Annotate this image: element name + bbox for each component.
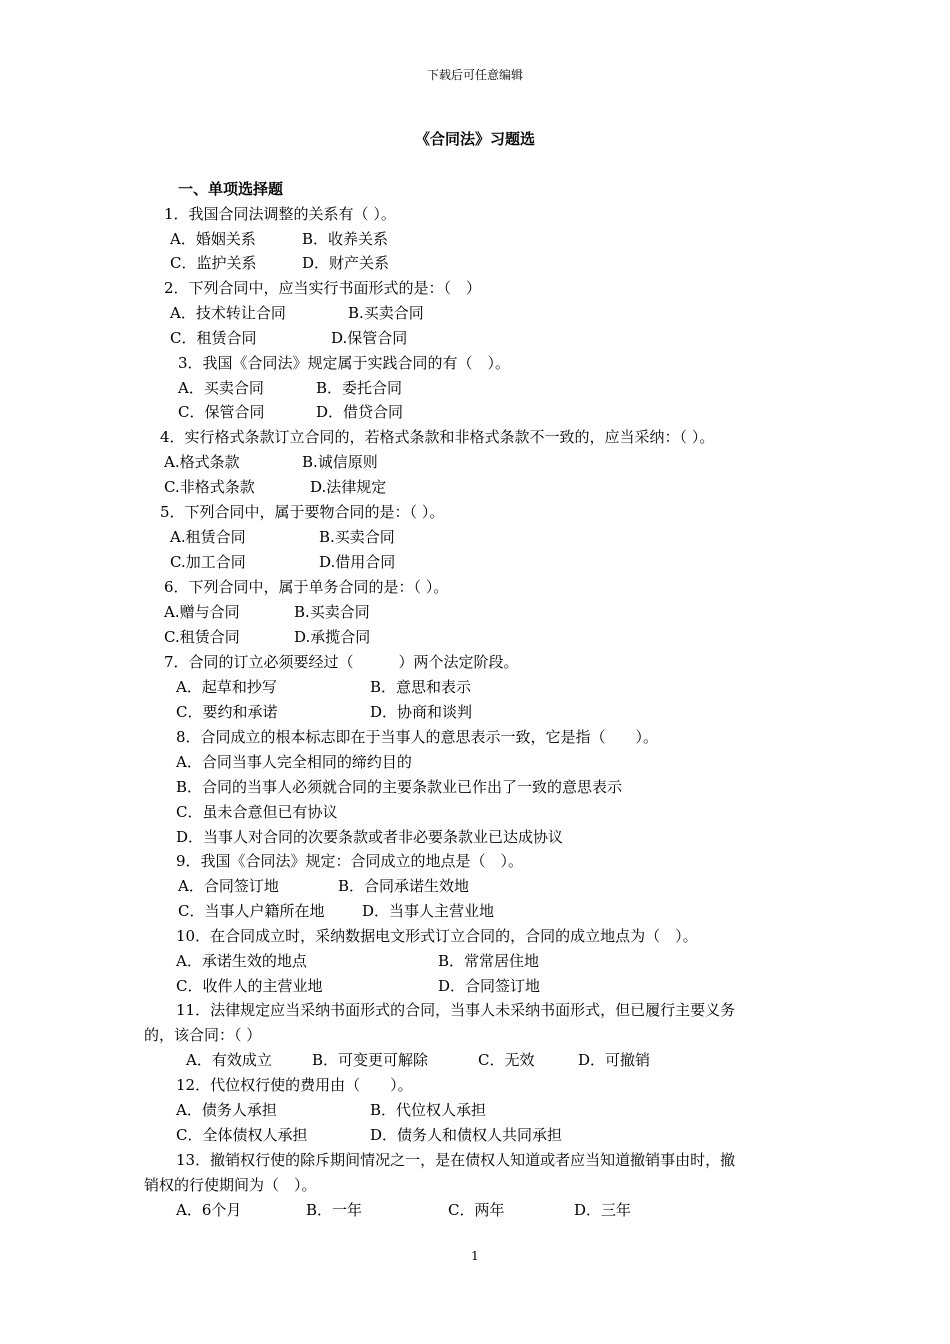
option-c: C．无效	[478, 1051, 535, 1069]
option-d: D．债务人和债权人共同承担	[370, 1126, 563, 1144]
question-stem: 8．合同成立的根本标志即在于当事人的意思表示一致，它是指（ ）。	[176, 728, 659, 746]
option-a: A．承诺生效的地点	[176, 952, 307, 970]
document-title: 《合同法》习题选	[414, 130, 535, 148]
option-a: A．有效成立	[186, 1051, 272, 1069]
option-c: C．租赁合同	[170, 329, 257, 347]
question-stem: 9．我国《合同法》规定：合同成立的地点是（ ）。	[176, 852, 524, 870]
option-c: C．要约和承诺	[176, 703, 278, 721]
option-c: C.非格式条款	[164, 478, 255, 496]
option-a: A．婚姻关系	[170, 230, 256, 248]
question-stem: 13．撤销权行使的除斥期间情况之一，是在债权人知道或者应当知道撤销事由时，撤	[176, 1151, 736, 1169]
option-c: C.租赁合同	[164, 628, 240, 646]
option-a: A．合同当事人完全相同的缔约目的	[176, 753, 412, 771]
option-d: D.借用合同	[319, 553, 396, 571]
question-stem-continued: 销权的行使期间为（ ）。	[144, 1176, 317, 1194]
question-stem: 2．下列合同中，应当实行书面形式的是：（ ）	[164, 279, 482, 297]
option-d: D．财产关系	[302, 254, 390, 272]
option-b: B.买卖合同	[294, 603, 370, 621]
option-c: C．保管合同	[178, 403, 265, 421]
question-stem: 12．代位权行使的费用由（ ）。	[176, 1076, 413, 1094]
option-a: A．6个月	[176, 1201, 242, 1219]
question-stem-continued: 的，该合同：（ ）	[144, 1026, 262, 1044]
option-d: D．当事人主营业地	[362, 902, 495, 920]
option-d: D．三年	[574, 1201, 632, 1219]
option-c: C.加工合同	[170, 553, 246, 571]
option-b: B．委托合同	[316, 379, 403, 397]
page-number: 1	[471, 1249, 479, 1263]
option-a: A．技术转让合同	[170, 304, 286, 322]
question-stem: 7．合同的订立必须要经过（ ）两个法定阶段。	[164, 653, 519, 671]
option-c: C．两年	[448, 1201, 505, 1219]
option-b: B．合同的当事人必须就合同的主要条款业已作出了一致的意思表示	[176, 778, 623, 796]
option-a: A．买卖合同	[178, 379, 264, 397]
option-b: B．代位权人承担	[370, 1101, 487, 1119]
option-c: C．当事人户籍所在地	[178, 902, 325, 920]
option-a: A．起草和抄写	[176, 678, 277, 696]
option-b: B．合同承诺生效地	[338, 877, 470, 895]
option-d: D．当事人对合同的次要条款或者非必要条款业已达成协议	[176, 828, 564, 846]
option-d: D．协商和谈判	[370, 703, 473, 721]
option-d: D.承揽合同	[294, 628, 371, 646]
option-d: D．合同签订地	[438, 977, 541, 995]
option-a: A.赠与合同	[164, 603, 240, 621]
question-stem: 5．下列合同中，属于要物合同的是：（ ）。	[160, 503, 445, 521]
option-c: C．监护关系	[170, 254, 257, 272]
option-b: B．常常居住地	[438, 952, 540, 970]
option-c: C．全体债权人承担	[176, 1126, 308, 1144]
option-c: C．收件人的主营业地	[176, 977, 323, 995]
option-a: A．合同签订地	[178, 877, 279, 895]
question-stem: 1．我国合同法调整的关系有（ ）。	[164, 205, 396, 223]
option-b: B．一年	[306, 1201, 363, 1219]
option-b: B.买卖合同	[348, 304, 424, 322]
question-stem: 4．实行格式条款订立合同的，若格式条款和非格式条款不一致的，应当采纳：（ ）。	[160, 428, 715, 446]
option-a: A.格式条款	[164, 453, 240, 471]
option-b: B．可变更可解除	[312, 1051, 429, 1069]
option-b: B．收养关系	[302, 230, 389, 248]
option-a: A.租赁合同	[170, 528, 246, 546]
option-d: D.法律规定	[310, 478, 387, 496]
section-heading: 一、单项选择题	[178, 180, 284, 198]
option-b: B.诚信原则	[302, 453, 378, 471]
option-d: D．可撤销	[578, 1051, 651, 1069]
option-d: D.保管合同	[331, 329, 408, 347]
question-stem: 11．法律规定应当采纳书面形式的合同，当事人未采纳书面形式，但已履行主要义务	[176, 1001, 736, 1019]
question-stem: 6．下列合同中，属于单务合同的是：（ ）。	[164, 578, 449, 596]
question-stem: 3．我国《合同法》规定属于实践合同的有（ ）。	[178, 354, 511, 372]
header-note: 下载后可任意编辑	[426, 68, 523, 82]
option-d: D．借贷合同	[316, 403, 404, 421]
option-b: B.买卖合同	[319, 528, 395, 546]
option-b: B．意思和表示	[370, 678, 472, 696]
option-c: C．虽未合意但已有协议	[176, 803, 338, 821]
option-a: A．债务人承担	[176, 1101, 277, 1119]
question-stem: 10．在合同成立时，采纳数据电文形式订立合同的，合同的成立地点为（ ）。	[176, 927, 698, 945]
